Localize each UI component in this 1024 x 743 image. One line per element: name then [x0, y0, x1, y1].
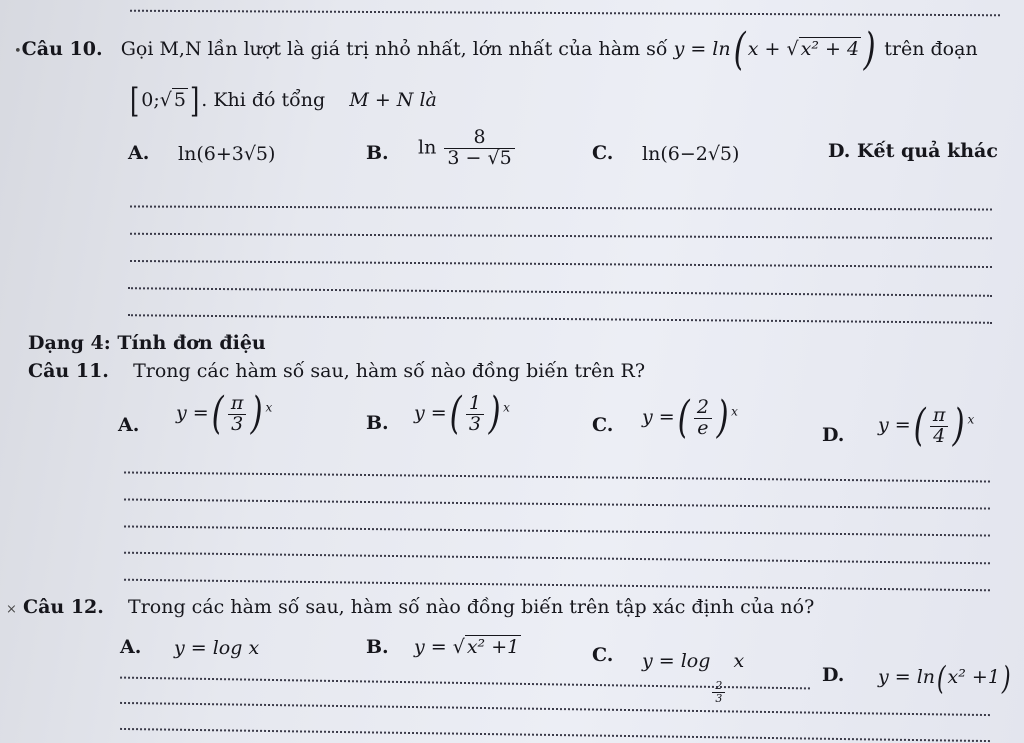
section-title: Dạng 4: Tính đơn điệu: [28, 332, 266, 354]
option-a-text: y = log x: [174, 637, 260, 659]
option-c-text: y =( $\frac{2}{e}$ ) $^x$: [642, 392, 738, 443]
answer-line: [120, 728, 990, 742]
answer-line: [124, 552, 990, 565]
option-a[interactable]: A.: [128, 142, 150, 164]
question-10: [14, 24, 978, 75]
option-a-text: ln(6+3√5): [178, 143, 276, 165]
answer-line: [124, 471, 990, 482]
answer-line: [128, 314, 992, 324]
answer-line: [124, 579, 990, 592]
answer-line: [128, 287, 992, 297]
answer-line: [124, 525, 990, 536]
option-c[interactable]: C.: [592, 414, 614, 436]
option-b[interactable]: B.: [366, 142, 389, 164]
option-d-text: y = ln(x² +1): [878, 659, 1011, 697]
option-d-text: y =( $\frac{\pi}{4}$ ) $^x$: [878, 400, 975, 451]
question-label: Câu 12.: [22, 596, 104, 618]
option-c[interactable]: C.: [592, 142, 614, 164]
option-c-text: y = log $\frac{2}{3}$ x: [642, 650, 745, 705]
option-d[interactable]: D.: [822, 424, 845, 446]
question-marker: ×: [6, 602, 17, 617]
option-b[interactable]: B.: [366, 412, 389, 434]
question-tail: trên đoạn: [884, 38, 978, 60]
answer-line: [124, 498, 990, 509]
question-text: Gọi M,N lần lượt là giá trị nhỏ nhất, lớn nhất của hàm số: [120, 38, 668, 60]
question-label: Câu 11.: [28, 360, 109, 382]
option-a[interactable]: A.: [118, 414, 140, 436]
answer-line: [120, 702, 990, 716]
answer-line: [130, 233, 992, 240]
option-b-text: y =( $\frac{1}{3}$ ) $^x$: [414, 388, 510, 439]
question-marker: •: [14, 44, 22, 59]
option-a[interactable]: A.: [120, 636, 142, 658]
option-b-text: ln $\frac{8}{3 - √5}$: [418, 128, 517, 169]
answer-line: [130, 205, 992, 210]
option-c-text: ln(6−2√5): [642, 143, 740, 165]
question-10-line2: [ 0;√ 5 ] . Khi đó tổng M + N là: [129, 81, 437, 121]
function-expression: y = ln( x + √ x² + 4 ): [673, 24, 876, 75]
option-d[interactable]: D.: [822, 664, 845, 686]
option-a-text: y =( $\frac{\pi}{3}$ ) $^x$: [176, 388, 273, 439]
option-b[interactable]: B.: [366, 636, 389, 658]
question-12: [6, 596, 814, 618]
option-d[interactable]: D. Kết quả khác: [828, 140, 998, 162]
question-label: Câu 10.: [21, 38, 103, 60]
question-text: Trong các hàm số sau, hàm số nào đồng biến trên tập xác định của nó?: [128, 596, 815, 618]
answer-line: [130, 260, 992, 268]
option-b-text: y = √ x² +1: [414, 636, 520, 658]
option-c[interactable]: C.: [592, 644, 614, 666]
answer-line: [130, 10, 1000, 17]
question-text: Trong các hàm số sau, hàm số nào đồng biến trên R?: [133, 360, 646, 382]
question-11: [28, 360, 645, 382]
